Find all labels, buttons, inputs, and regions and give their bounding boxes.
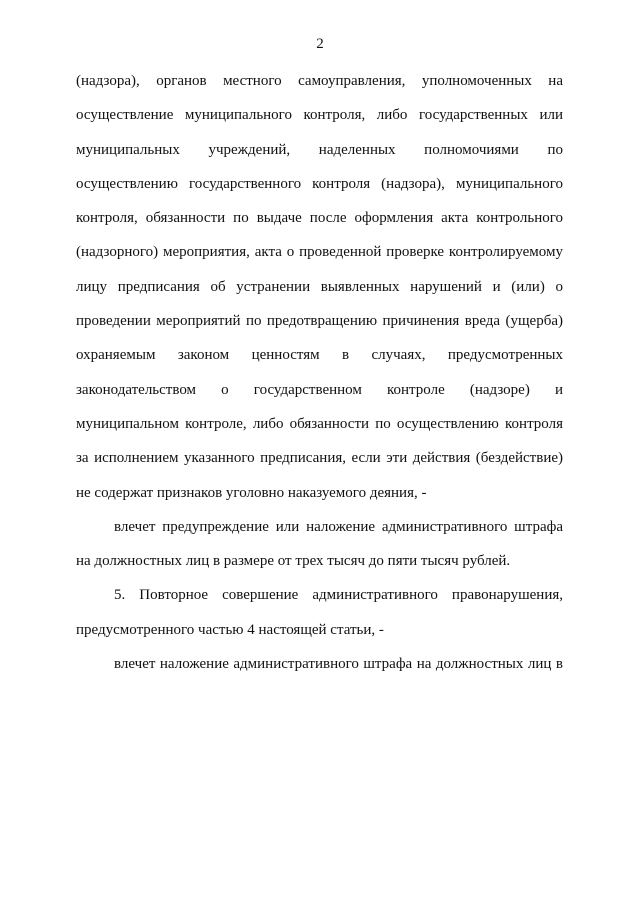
paragraph-3	[76, 583, 563, 652]
text-line: лицу предписания об устранении выявленных нарушений и (или) о	[76, 278, 563, 295]
text-line: 5. Повторное совершение административного правонарушения,	[114, 587, 563, 604]
text-line: предусмотренного частью 4 настоящей статьи, -	[76, 621, 384, 638]
text-line: влечет наложение административного штрафа на должностных лиц в	[114, 656, 563, 673]
text-line: за исполнением указанного предписания, если эти действия (бездействие)	[76, 450, 563, 467]
text-line: контроля, обязанности по выдаче после оформления акта контрольного	[76, 210, 563, 227]
text-line: не содержат признаков уголовно наказуемого деяния, -	[76, 484, 427, 501]
text-line: (надзорного) мероприятия, акта о проведенной проверке контролируемому	[76, 244, 563, 261]
paragraph-2	[76, 515, 563, 584]
text-line: законодательством о государственном контроле (надзоре) и	[76, 381, 563, 398]
text-line: на должностных лиц в размере от трех тысяч до пяти тысяч рублей.	[76, 553, 511, 570]
text-line: (надзора), органов местного самоуправления, уполномоченных на	[76, 73, 563, 89]
text-line: осуществлению государственного контроля (надзора), муниципального	[76, 175, 563, 192]
text-line: проведении мероприятий по предотвращению причинения вреда (ущерба)	[76, 313, 563, 330]
paragraph-4	[76, 652, 563, 686]
text-line: осуществление муниципального контроля, либо государственных или	[76, 107, 563, 124]
text-line: охраняемым законом ценностям в случаях, предусмотренных	[76, 347, 563, 364]
paragraph-1	[76, 69, 563, 515]
text-line: муниципальных учреждений, наделенных полномочиями по	[76, 141, 563, 158]
document-body	[76, 69, 563, 686]
page-number: 2	[316, 36, 324, 52]
text-line: влечет предупреждение или наложение административного штрафа	[114, 518, 563, 535]
text-line: муниципальном контроле, либо обязанности по осуществлению контроля	[76, 415, 563, 432]
